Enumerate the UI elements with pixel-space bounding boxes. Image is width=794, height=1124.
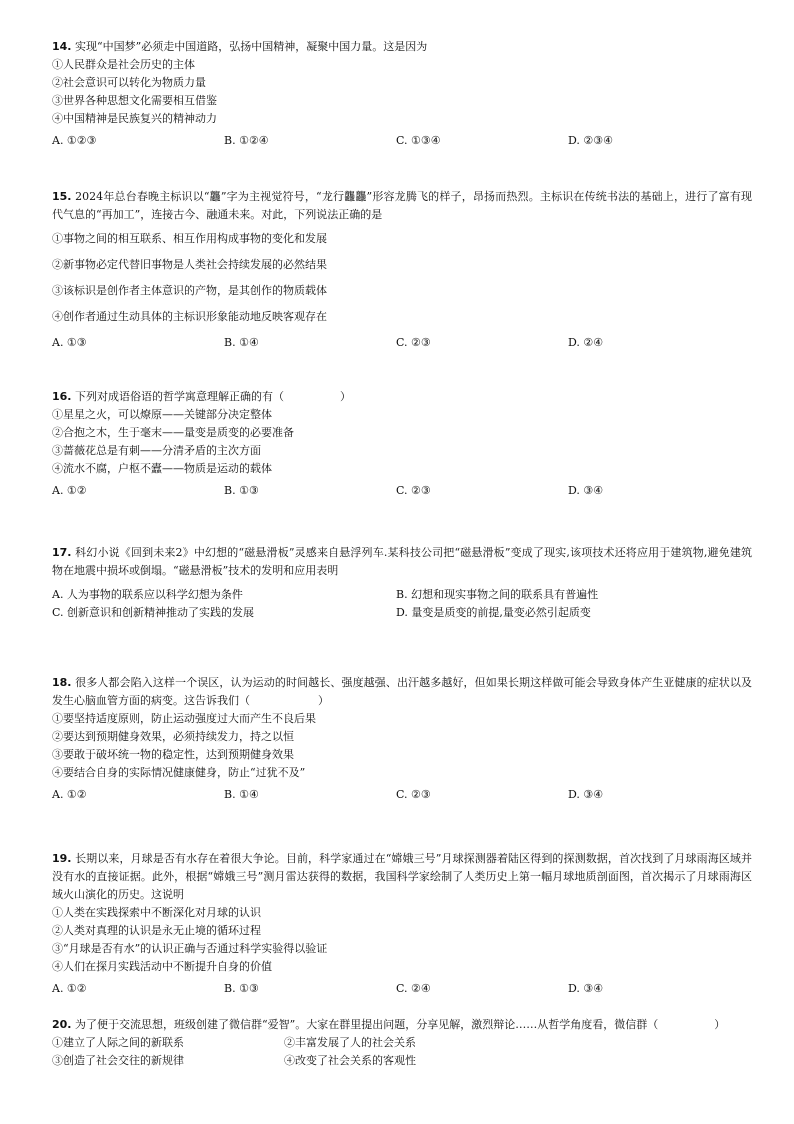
option-b[interactable]: B. 幻想和现实事物之间的联系具有普遍性 — [396, 588, 599, 601]
question-number: 16. — [52, 390, 72, 403]
statement-3: ③该标识是创作者主体意识的产物，是其创作的物质载体 — [52, 284, 327, 297]
statement-1: ①事物之间的相互联系、相互作用构成事物的变化和发展 — [52, 232, 327, 245]
option-d[interactable]: D. ③④ — [568, 788, 604, 801]
option-c[interactable]: C. ②④ — [396, 982, 431, 995]
option-b[interactable]: B. ①③ — [224, 982, 259, 995]
stem-text: 长期以来，月球是否有水存在着很大争论。目前，科学家通过在“嫦娥三号”月球探测器着陆区得到的探测数据，首次找到了月球雨海区域并没有水的直接证据。此外，根据“嫦娥三号”测月雷达获得的数据，我国科学家绘制了人类历史上第一幅月球地质剖面图，首次揭示了月球雨海区域火山演化的历史。这说明 — [52, 852, 752, 901]
statement-3: ③“月球是否有水”的认识正确与否通过科学实验得以验证 — [52, 942, 328, 955]
stem-text: 实现“中国梦”必须走中国道路，弘扬中国精神，凝聚中国力量。这是因为 — [75, 40, 428, 53]
option-c[interactable]: C. ②③ — [396, 336, 431, 349]
question-number: 17. — [52, 546, 72, 559]
question-stem — [52, 38, 752, 56]
statement-2: ②要达到预期健身效果，必须持续发力，持之以恒 — [52, 730, 294, 743]
options-row — [52, 132, 752, 150]
stem-text: 下列对成语俗语的哲学寓意理解正确的有（ — [75, 390, 284, 403]
question-number: 19. — [52, 852, 72, 865]
statement-2: ②人类对真理的认识是永无止境的循环过程 — [52, 924, 261, 937]
statement-4: ④创作者通过生动具体的主标识形象能动地反映客观存在 — [52, 310, 327, 323]
options-row — [52, 482, 752, 500]
options-grid — [52, 586, 752, 622]
option-c[interactable]: C. 创新意识和创新精神推动了实践的发展 — [52, 606, 255, 619]
option-a[interactable]: A. 人为事物的联系应以科学幻想为条件 — [52, 588, 243, 601]
question-stem — [52, 544, 752, 580]
answer-paren-close: ） — [714, 1018, 726, 1031]
question-number: 20. — [52, 1018, 72, 1031]
option-a[interactable]: A. ①②③ — [52, 134, 97, 147]
statement-4: ④改变了社会关系的客观性 — [284, 1054, 416, 1067]
option-b[interactable]: B. ①②④ — [224, 134, 269, 147]
question-stem — [52, 674, 752, 710]
question-stem — [52, 188, 752, 224]
question-stem — [52, 1016, 752, 1034]
options-row — [52, 786, 752, 804]
option-d[interactable]: D. ②③④ — [568, 134, 614, 147]
stem-text: 很多人都会陷入这样一个误区，认为运动的时间越长、强度越强、出汗越多越好，但如果长期这样做可能会导致身体产生亚健康的症状以及发生心脑血管方面的病变。这告诉我们（ — [52, 676, 753, 707]
option-c[interactable]: C. ②③ — [396, 484, 431, 497]
option-b[interactable]: B. ①③ — [224, 484, 259, 497]
statement-3: ③蔷薇花总是有刺——分清矛盾的主次方面 — [52, 444, 261, 457]
question-14 — [52, 38, 752, 150]
stem-text: 科幻小说《回到未来2》中幻想的“磁悬滑板”灵感来自悬浮列车.某科技公司把“磁悬滑板”变成了现实,该项技术还将应用于建筑物,避免建筑物在地震中损坏或倒塌。“磁悬滑板”技术的发明和应用表明 — [52, 546, 752, 577]
statement-2: ②社会意识可以转化为物质力量 — [52, 76, 206, 89]
question-number: 15. — [52, 190, 72, 203]
question-stem — [52, 388, 752, 406]
statement-1: ①要坚持适度原则，防止运动强度过大而产生不良后果 — [52, 712, 316, 725]
options-row — [52, 334, 752, 352]
stem-text: 2024年总台春晚主标识以“龘”字为主视觉符号，“龙行龘龘”形容龙腾飞的样子，昂扬而热烈。主标识在传统书法的基础上，进行了富有现代气息的“再加工”，连接古今、融通未来。对此，下列说法正确的是 — [52, 190, 752, 221]
option-a[interactable]: A. ①② — [52, 982, 87, 995]
statement-3: ③要敢于破坏统一物的稳定性，达到预期健身效果 — [52, 748, 294, 761]
option-d[interactable]: D. ③④ — [568, 484, 604, 497]
statement-4: ④要结合自身的实际情况健康健身，防止“过犹不及” — [52, 766, 306, 779]
stem-text: 为了便于交流思想，班级创建了微信群“爱智”。大家在群里提出问题，分享见解，激烈辩论……从哲学角度看，微信群（ — [75, 1018, 659, 1031]
statement-3: ③世界各种思想文化需要相互借鉴 — [52, 94, 217, 107]
option-d[interactable]: D. ②④ — [568, 336, 604, 349]
statement-4: ④中国精神是民族复兴的精神动力 — [52, 112, 217, 125]
question-18 — [52, 674, 752, 804]
question-number: 18. — [52, 676, 72, 689]
option-d[interactable]: D. 量变是质变的前提,量变必然引起质变 — [396, 606, 591, 619]
option-b[interactable]: B. ①④ — [224, 336, 259, 349]
options-row — [52, 980, 752, 998]
statement-2: ②丰富发展了人的社会关系 — [284, 1036, 416, 1049]
option-d[interactable]: D. ③④ — [568, 982, 604, 995]
question-number: 14. — [52, 40, 72, 53]
question-16 — [52, 388, 752, 500]
statement-4: ④流水不腐，户枢不蠹——物质是运动的载体 — [52, 462, 272, 475]
statement-4: ④人们在探月实践活动中不断提升自身的价值 — [52, 960, 272, 973]
statement-1: ①星星之火，可以燎原——关键部分决定整体 — [52, 408, 272, 421]
option-a[interactable]: A. ①② — [52, 484, 87, 497]
option-b[interactable]: B. ①④ — [224, 788, 259, 801]
question-stem — [52, 850, 752, 904]
option-a[interactable]: A. ①② — [52, 788, 87, 801]
question-19 — [52, 850, 752, 998]
statement-3: ③创造了社会交往的新规律 — [52, 1054, 184, 1067]
option-c[interactable]: C. ②③ — [396, 788, 431, 801]
question-15 — [52, 188, 752, 352]
statement-2: ②新事物必定代替旧事物是人类社会持续发展的必然结果 — [52, 258, 327, 271]
option-a[interactable]: A. ①③ — [52, 336, 87, 349]
question-20 — [52, 1016, 752, 1070]
question-17 — [52, 544, 752, 622]
statement-1: ①人民群众是社会历史的主体 — [52, 58, 195, 71]
answer-paren-close: ） — [318, 694, 329, 707]
statement-1: ①建立了人际之间的新联系 — [52, 1036, 184, 1049]
statement-2: ②合抱之木，生于毫末——量变是质变的必要准备 — [52, 426, 294, 439]
answer-paren-close: ） — [340, 390, 351, 403]
option-c[interactable]: C. ①③④ — [396, 134, 441, 147]
statement-1: ①人类在实践探索中不断深化对月球的认识 — [52, 906, 261, 919]
statements-grid — [52, 1034, 752, 1070]
